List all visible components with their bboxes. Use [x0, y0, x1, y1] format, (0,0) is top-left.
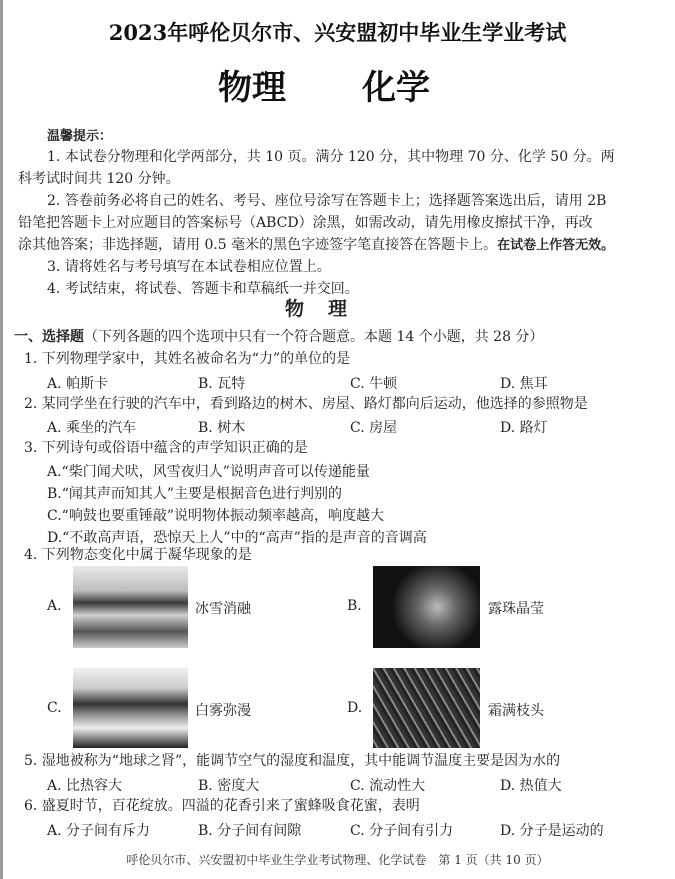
tip-line: 科考试时间共 120 分钟。	[18, 171, 180, 187]
tip-bold-note: 在试卷上作答无效。	[497, 238, 615, 253]
option: C. 牛顿	[350, 376, 398, 392]
question-stem: 1. 下列物理学家中，其姓名被命名为“力”的单位的是	[24, 351, 351, 367]
option: C. 流动性大	[350, 778, 426, 794]
question-stem: 6. 盛夏时节，百花绽放。四溢的花香引来了蜜蜂吸食花蜜，表明	[24, 798, 420, 814]
option: A. 帕斯卡	[47, 376, 109, 392]
option: B. 密度大	[198, 778, 260, 794]
caption: 白雾弥漫	[195, 703, 251, 719]
option: A. 乘坐的汽车	[47, 420, 137, 436]
option: D. 分子是运动的	[500, 823, 604, 839]
tip-line: 2. 答卷前务必将自己的姓名、考号、座位号涂写在答题卡上；选择题答案选出后，请用 2B	[47, 193, 607, 209]
option: A. 比热容大	[47, 778, 123, 794]
option: B.	[347, 598, 362, 614]
subject-chemistry: 化学	[362, 68, 430, 108]
dew-drops-photo	[373, 566, 480, 648]
option: B.“闻其声而知其人”主要是根据音色进行判别的	[47, 486, 343, 502]
option: C. 房屋	[350, 420, 398, 436]
page-footer: 呼伦贝尔市、兴安盟初中毕业生学业考试物理、化学试卷 第 1 页（共 10 页）	[126, 853, 549, 867]
option: C.	[47, 700, 62, 716]
part-title-line	[14, 328, 543, 346]
option: B. 树木	[198, 420, 246, 436]
melting-ice-photo	[73, 566, 188, 648]
subject-physics: 物理	[218, 68, 286, 108]
fog-photo	[73, 668, 188, 748]
option: B. 分子间有间隙	[198, 823, 302, 839]
tip-line: 1. 本试卷分物理和化学两部分，共 10 页。满分 120 分，其中物理 70 分、化学 50 分。两	[47, 149, 615, 165]
tips-label: 温馨提示：	[47, 129, 113, 144]
tip-line	[18, 236, 614, 255]
question-stem: 5. 湿地被称为“地球之肾”，能调节空气的湿度和温度，其中能调节温度主要是因为水的	[24, 753, 561, 769]
part-note: （下列各题的四个选项中只有一个符合题意。本题 14 个小题，共 28 分）	[84, 329, 544, 345]
tip-line: 4. 考试结束，将试卷、答题卡和草稿纸一并交回。	[47, 281, 359, 297]
option: D. 热值大	[500, 778, 562, 794]
exam-title: 2023年呼伦贝尔市、兴安盟初中毕业生学业考试	[108, 20, 567, 45]
option: D. 路灯	[500, 420, 548, 436]
option: C. 分子间有引力	[350, 823, 454, 839]
caption: 露珠晶莹	[488, 601, 544, 617]
section-heading: 物理	[285, 298, 372, 320]
question-stem: 2. 某同学坐在行驶的汽车中，看到路边的树木、房屋、路灯都向后运动，他选择的参照物是	[24, 396, 588, 412]
page-edge	[0, 0, 3, 879]
tip-text: 涂其他答案；非选择题，请用 0.5 毫米的黑色字迹签字笔直接答在答题卡上。	[18, 237, 498, 253]
option: D.“不敢高声语，恐惊天上人”中的“高声”指的是声音的音调高	[47, 530, 427, 546]
option: A. 分子间有斥力	[47, 823, 151, 839]
frost-branches-photo	[373, 668, 480, 748]
option: C.“响鼓也要重锤敲”说明物体振动频率越高，响度越大	[47, 508, 384, 524]
caption: 霜满枝头	[488, 703, 544, 719]
question-stem: 3. 下列诗句或俗语中蕴含的声学知识正确的是	[24, 440, 308, 456]
tip-line: 铅笔把答题卡上对应题目的答案标号（ABCD）涂黑，如需改动，请先用橡皮擦拭干净，再改	[18, 215, 593, 231]
tip-line: 3. 请将姓名与考号填写在本试卷相应位置上。	[47, 259, 331, 275]
option: D.	[347, 700, 363, 716]
option: D. 焦耳	[500, 376, 548, 392]
part-title: 一、选择题	[14, 329, 84, 345]
option: A.“柴门闻犬吠，风雪夜归人”说明声音可以传递能量	[47, 464, 370, 480]
option: B. 瓦特	[198, 376, 246, 392]
caption: 冰雪消融	[195, 601, 251, 617]
question-stem: 4. 下列物态变化中属于凝华现象的是	[24, 547, 252, 563]
option: A.	[47, 598, 62, 614]
